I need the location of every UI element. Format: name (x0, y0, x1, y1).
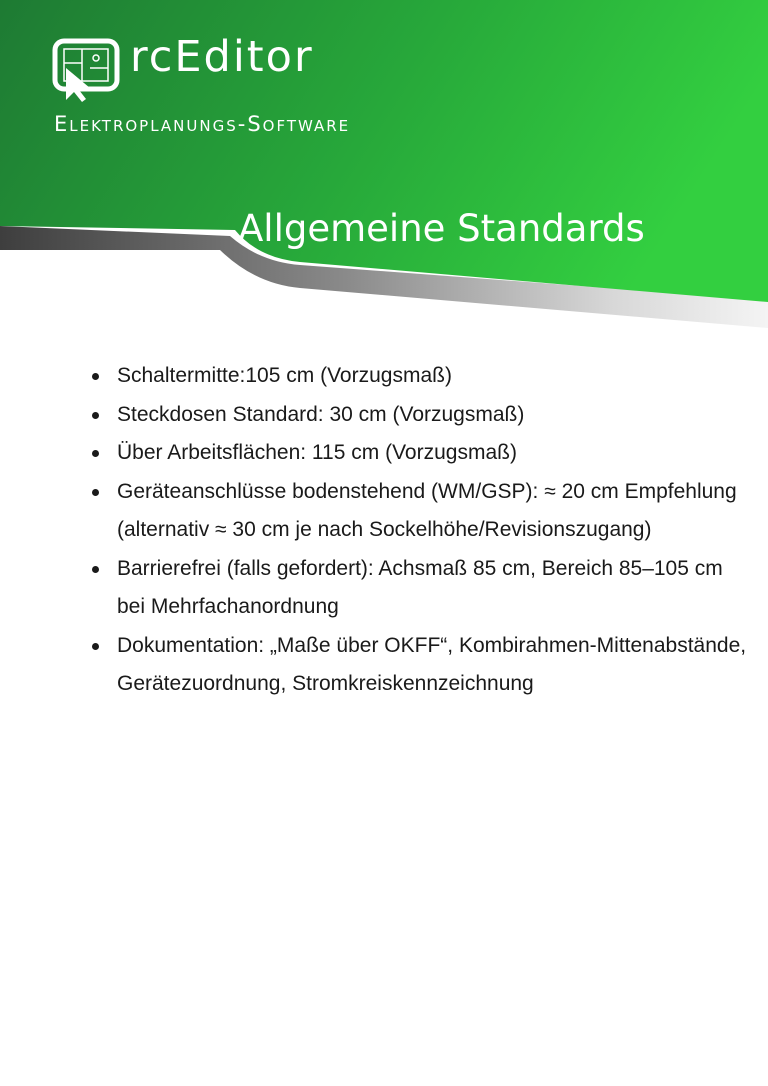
list-item-text: Steckdosen Standard: 30 cm (Vorzugsmaß) (117, 402, 525, 426)
bullet-icon (92, 450, 99, 457)
list-item-text: Geräteanschlüsse bodenstehend (WM/GSP): ≈ 20 cm Empfehlung (alternativ ≈ 30 cm je nach Sockelhöhe/Revisionszugang) (117, 479, 737, 541)
brand-tagline: Elektroplanungs-Software (54, 112, 351, 136)
list-item-text: Schaltermitte:105 cm (Vorzugsmaß) (117, 364, 452, 387)
header-banner (0, 0, 768, 340)
bullet-icon (92, 643, 99, 650)
list-item (117, 627, 750, 704)
standards-list (80, 357, 750, 704)
list-item-text: Über Arbeitsflächen: 115 cm (Vorzugsmaß) (117, 441, 517, 464)
bullet-icon (92, 489, 99, 496)
standards-list-container (80, 357, 750, 704)
bullet-icon (92, 373, 99, 380)
bullet-icon (92, 412, 99, 419)
list-item (117, 473, 750, 550)
list-item (117, 357, 750, 396)
bullet-icon (92, 566, 99, 573)
list-item-text: Dokumentation: „Maße über OKFF“, Kombirahmen-Mittenabstände, Gerätezuordnung, Stromkreiskennzeichnung (117, 633, 747, 695)
list-item-text: Barrierefrei (falls gefordert): Achsmaß 85 cm, Bereich 85–105 cm bei Mehrfachanordnung (117, 556, 723, 618)
list-item (117, 434, 750, 473)
list-item (117, 550, 750, 627)
list-item (117, 396, 750, 435)
page-title: Allgemeine Standards (238, 207, 645, 250)
brand-name: rcEditor (130, 32, 314, 82)
rceditor-logo-icon (52, 38, 126, 102)
